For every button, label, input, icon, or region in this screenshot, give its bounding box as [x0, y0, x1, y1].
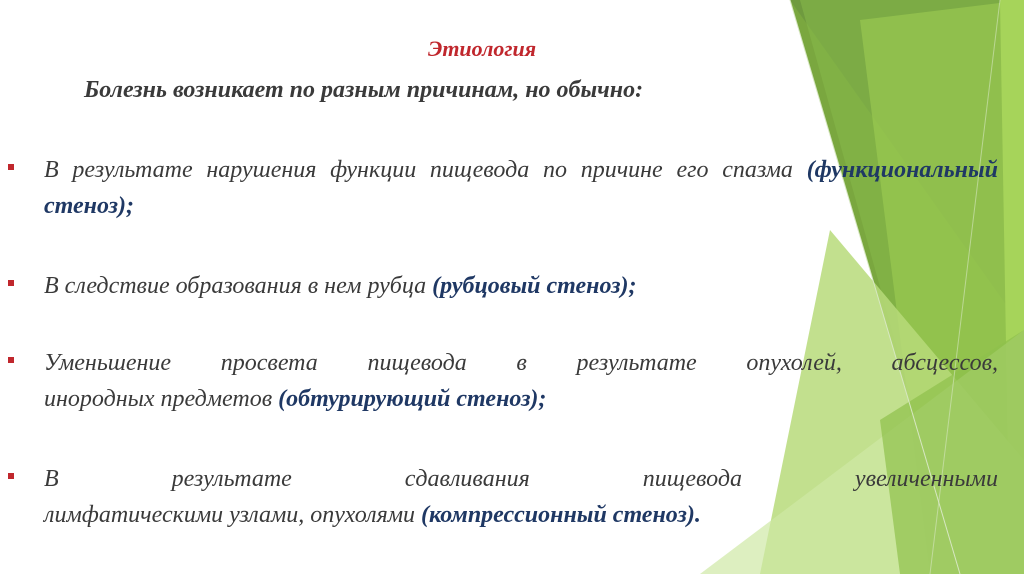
bullet-text-block — [44, 152, 998, 224]
bullet-marker-icon — [8, 280, 14, 286]
bullet-text-line1: В результате сдавливания пищевода увеличенными — [44, 466, 998, 492]
bullet-text: В следствие образования в нем рубца — [44, 273, 427, 299]
bullet-text-block-line2 — [44, 497, 998, 533]
bullet-text-line2: инородных предметов — [44, 386, 273, 412]
bullet-text-block — [44, 461, 998, 497]
bullet-text-line2: лимфатическими узлами, опухолями — [44, 502, 416, 528]
bullet-text-line1: Уменьшение просвета пищевода в результате опухолей, абсцессов, — [44, 350, 998, 376]
bullet-text: В результате нарушения функции пищевода по причине его спазма — [44, 157, 793, 183]
slide-subtitle: Болезнь возникает по разным причинам, но обычно: — [84, 77, 644, 103]
bullet-emphasis: (обтурирующий стеноз); — [278, 386, 547, 412]
bullet-text-block — [44, 345, 998, 381]
slide-title: Этиология — [428, 36, 537, 61]
bullet-marker-icon — [8, 473, 14, 479]
bullet-marker-icon — [8, 164, 14, 170]
bullet-text-block-line2 — [44, 381, 998, 417]
bullet-text-block — [44, 268, 998, 304]
bullet-emphasis: (функциональный стеноз); — [44, 157, 999, 219]
bullet-emphasis: (рубцовый стеноз); — [432, 273, 637, 299]
bullet-emphasis: (компрессионный стеноз). — [421, 502, 701, 528]
bullet-marker-icon — [8, 357, 14, 363]
